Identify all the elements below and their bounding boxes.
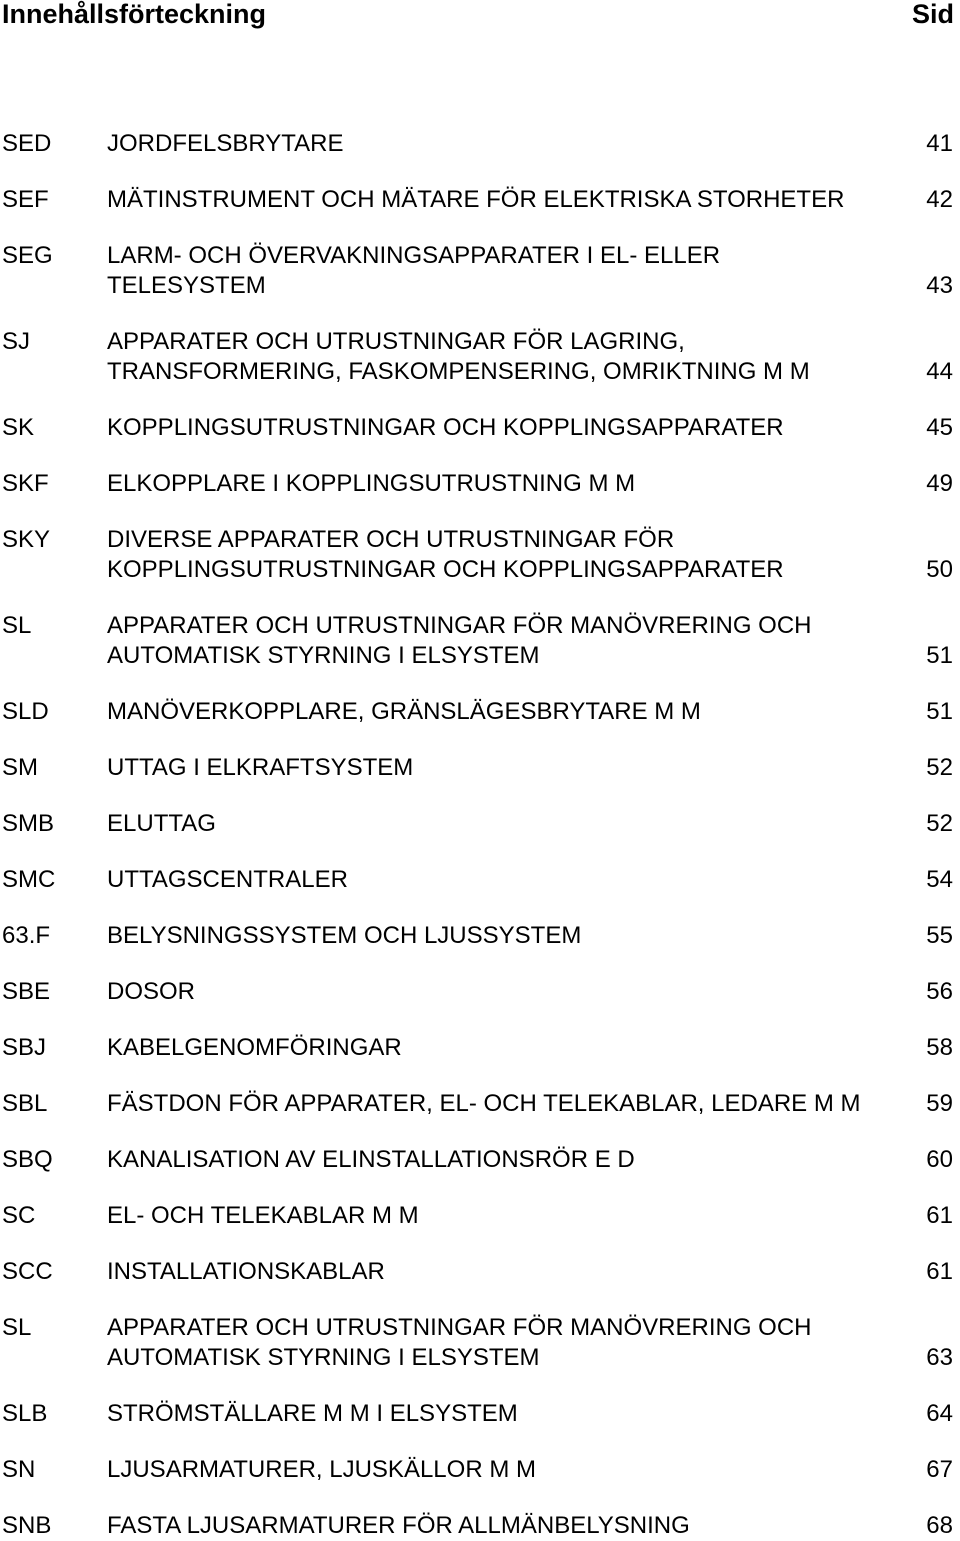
- toc-entry-title-line: AUTOMATISK STYRNING I ELSYSTEM: [107, 1344, 540, 1371]
- toc-entry-code: SEG: [2, 242, 53, 269]
- toc-entry-page: 51: [926, 642, 953, 669]
- toc-entry-code: 63.F: [2, 922, 51, 949]
- toc-entry-page: 51: [926, 698, 953, 725]
- toc-entry: [0, 1257, 960, 1287]
- toc-entry-title: [107, 865, 907, 895]
- toc-entry-page: 49: [926, 470, 953, 497]
- toc-entry-title: [107, 809, 907, 839]
- toc-entry: [0, 327, 960, 387]
- toc-entry-title: [107, 525, 907, 585]
- toc-entry-title-line: MANÖVERKOPPLARE, GRÄNSLÄGESBRYTARE M M: [107, 698, 701, 725]
- toc-entry-page: 41: [926, 130, 953, 157]
- toc-entry-page: 68: [926, 1512, 953, 1539]
- toc-entry-title-line: DIVERSE APPARATER OCH UTRUSTNINGAR FÖR: [107, 526, 675, 553]
- toc-entry-page: 43: [926, 272, 953, 299]
- toc-entry-page: 44: [926, 358, 953, 385]
- toc-entry-code: SED: [2, 130, 52, 157]
- toc-entry-page: 67: [926, 1456, 953, 1483]
- toc-entry: [0, 1089, 960, 1119]
- toc-entry: [0, 1455, 960, 1485]
- toc-entry-title: [107, 1089, 907, 1119]
- toc-entry-title: [107, 1455, 907, 1485]
- toc-entry-page: 54: [926, 866, 953, 893]
- toc-entry-page: 60: [926, 1146, 953, 1173]
- toc-entry-page: 45: [926, 414, 953, 441]
- toc-entry-title: [107, 1033, 907, 1063]
- toc-entry-code: SNB: [2, 1512, 52, 1539]
- toc-entry-page: 56: [926, 978, 953, 1005]
- toc-entry-code: SBE: [2, 978, 51, 1005]
- toc-entry-title-line: BELYSNINGSSYSTEM OCH LJUSSYSTEM: [107, 922, 582, 949]
- toc-entry-code: SKF: [2, 470, 49, 497]
- toc-entry: [0, 697, 960, 727]
- toc-entry-title-line: FÄSTDON FÖR APPARATER, EL- OCH TELEKABLAR, LEDARE M M: [107, 1090, 861, 1117]
- toc-entry-title-line: STRÖMSTÄLLARE M M I ELSYSTEM: [107, 1400, 518, 1427]
- toc-entry: [0, 413, 960, 443]
- toc-entry-page: 59: [926, 1090, 953, 1117]
- toc-entry: [0, 1313, 960, 1373]
- toc-entry-title: [107, 611, 907, 671]
- toc-entry: [0, 1399, 960, 1429]
- toc-entry-page: 52: [926, 810, 953, 837]
- toc-entry-title-line: KANALISATION AV ELINSTALLATIONSRÖR E D: [107, 1146, 635, 1173]
- toc-entry-code: SLD: [2, 698, 49, 725]
- toc-entry-code: SL: [2, 612, 32, 639]
- toc-entry-title: [107, 327, 907, 387]
- toc-entry: [0, 921, 960, 951]
- toc-entry: [0, 241, 960, 301]
- toc-entry-page: 55: [926, 922, 953, 949]
- page-title: Innehållsförteckning: [2, 0, 267, 29]
- toc-entry-code: SLB: [2, 1400, 48, 1427]
- toc-entry-title: [107, 1511, 907, 1541]
- toc-entry: [0, 611, 960, 671]
- toc-entry-code: SEF: [2, 186, 49, 213]
- toc-entry-title: [107, 1313, 907, 1373]
- toc-entry: [0, 525, 960, 585]
- toc-entry-page: 63: [926, 1344, 953, 1371]
- toc-entry-code: SM: [2, 754, 38, 781]
- toc-entry-title-line: TELESYSTEM: [107, 272, 266, 299]
- toc-entry-title-line: ELKOPPLARE I KOPPLINGSUTRUSTNING M M: [107, 470, 636, 497]
- toc-entry-title-line: KOPPLINGSUTRUSTNINGAR OCH KOPPLINGSAPPARATER: [107, 414, 784, 441]
- toc-entry-title: [107, 1257, 907, 1287]
- toc-entry: [0, 129, 960, 159]
- toc-entry-title-line: DOSOR: [107, 978, 196, 1005]
- toc-entry: [0, 865, 960, 895]
- toc-entry-page: 61: [926, 1202, 953, 1229]
- toc-entry-page: 58: [926, 1034, 953, 1061]
- toc-entry: [0, 1201, 960, 1231]
- toc-entry-title-line: JORDFELSBRYTARE: [107, 130, 344, 157]
- toc-entry-code: SMB: [2, 810, 55, 837]
- toc-entry-page: 61: [926, 1258, 953, 1285]
- toc-entry-title-line: UTTAGSCENTRALER: [107, 866, 348, 893]
- toc-entry: [0, 809, 960, 839]
- toc-entry-title-line: MÄTINSTRUMENT OCH MÄTARE FÖR ELEKTRISKA STORHETER: [107, 186, 845, 213]
- toc-entry-title: [107, 1145, 907, 1175]
- toc-entry-code: SN: [2, 1456, 36, 1483]
- toc-entry-title-line: APPARATER OCH UTRUSTNINGAR FÖR MANÖVRERING OCH: [107, 612, 812, 639]
- toc-entry-title: [107, 753, 907, 783]
- toc-entry: [0, 977, 960, 1007]
- toc-entry-title: [107, 977, 907, 1007]
- toc-entry-code: SCC: [2, 1258, 53, 1285]
- toc-entry-title: [107, 1399, 907, 1429]
- toc-entry-title: [107, 921, 907, 951]
- toc-entry-title: [107, 697, 907, 727]
- toc-entry-title-line: EL- OCH TELEKABLAR M M: [107, 1202, 419, 1229]
- toc-entry-title-line: FASTA LJUSARMATURER FÖR ALLMÄNBELYSNING: [107, 1512, 690, 1539]
- toc-entry-code: SK: [2, 414, 35, 441]
- toc-entry-code: SBQ: [2, 1146, 53, 1173]
- toc-entry-title-line: KOPPLINGSUTRUSTNINGAR OCH KOPPLINGSAPPARATER: [107, 556, 784, 583]
- toc-entry: [0, 1511, 960, 1541]
- toc-entry: [0, 1033, 960, 1063]
- toc-entry-page: 50: [926, 556, 953, 583]
- page-column-label: Sid: [911, 0, 954, 29]
- toc-entry-code: SL: [2, 1314, 32, 1341]
- toc-entry: [0, 185, 960, 215]
- toc-entry-code: SKY: [2, 526, 51, 553]
- toc-entry-title-line: APPARATER OCH UTRUSTNINGAR FÖR LAGRING,: [107, 328, 685, 355]
- toc-entry-code: SBJ: [2, 1034, 47, 1061]
- toc-entry-page: 64: [926, 1400, 953, 1427]
- toc-entry-title-line: INSTALLATIONSKABLAR: [107, 1258, 385, 1285]
- toc-entry-title: [107, 469, 907, 499]
- toc-entry: [0, 469, 960, 499]
- toc-entry: [0, 753, 960, 783]
- toc-entry-code: SMC: [2, 866, 56, 893]
- toc-entry-title: [107, 241, 907, 301]
- toc-entry-code: SJ: [2, 328, 31, 355]
- toc-entry-title: [107, 129, 907, 159]
- toc-entry-title-line: LARM- OCH ÖVERVAKNINGSAPPARATER I EL- ELLER: [107, 242, 721, 269]
- toc-entry-code: SC: [2, 1202, 36, 1229]
- toc-entry-code: SBL: [2, 1090, 48, 1117]
- toc-entry-page: 42: [926, 186, 953, 213]
- toc-entry-title-line: ELUTTAG: [107, 810, 216, 837]
- toc-entry-page: 52: [926, 754, 953, 781]
- toc-entry: [0, 1145, 960, 1175]
- toc-entry-title-line: KABELGENOMFÖRINGAR: [107, 1034, 402, 1061]
- toc-entry-title: [107, 185, 907, 215]
- toc-entry-title: [107, 413, 907, 443]
- toc-entry-title-line: UTTAG I ELKRAFTSYSTEM: [107, 754, 414, 781]
- toc-entry-title-line: AUTOMATISK STYRNING I ELSYSTEM: [107, 642, 540, 669]
- toc-entry-title-line: LJUSARMATURER, LJUSKÄLLOR M M: [107, 1456, 536, 1483]
- toc-entry-title-line: TRANSFORMERING, FASKOMPENSERING, OMRIKTNING M M: [107, 358, 810, 385]
- toc-entry-title: [107, 1201, 907, 1231]
- toc-entry-title-line: APPARATER OCH UTRUSTNINGAR FÖR MANÖVRERING OCH: [107, 1314, 812, 1341]
